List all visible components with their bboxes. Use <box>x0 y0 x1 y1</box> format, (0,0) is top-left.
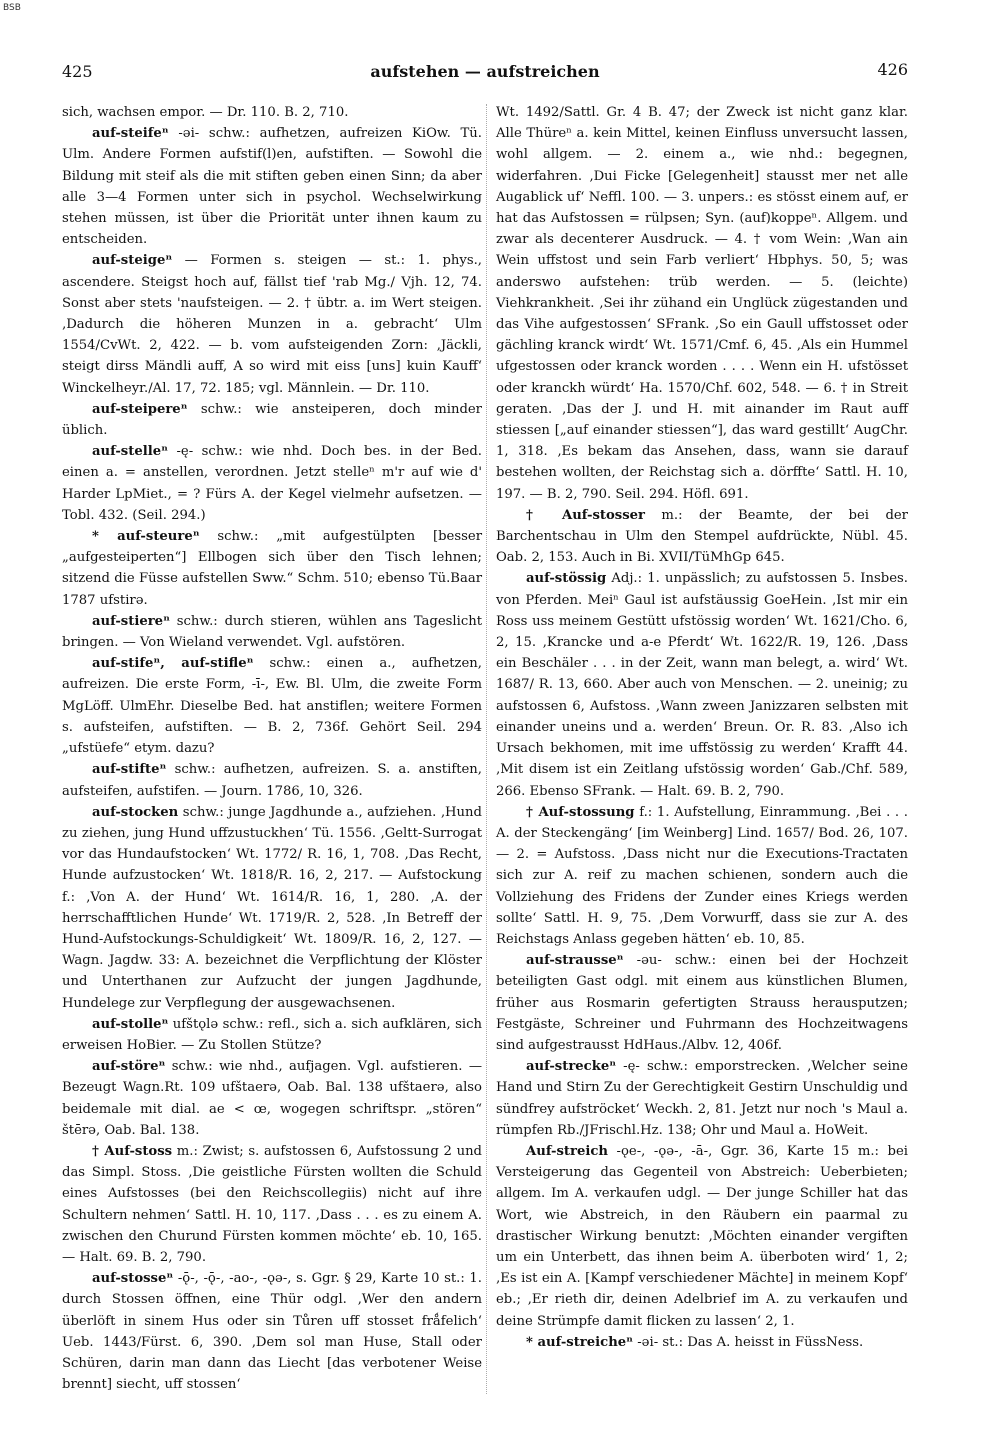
entry-headword: auf-stössig <box>526 571 607 587</box>
dictionary-entry <box>62 526 482 611</box>
entry-headword: auf-steifeⁿ <box>92 126 169 142</box>
dictionary-entry <box>496 950 908 1056</box>
dictionary-entry <box>496 505 908 569</box>
dictionary-entry <box>62 399 482 441</box>
entry-headword: auf-steipereⁿ <box>92 401 188 417</box>
dictionary-entry <box>496 1332 908 1353</box>
dictionary-entry <box>62 1056 482 1141</box>
entry-headword: auf-stolleⁿ <box>92 1016 169 1032</box>
dictionary-entry <box>496 1056 908 1141</box>
entry-headword: auf-steigeⁿ <box>92 253 173 269</box>
right-column <box>496 102 908 1353</box>
entry-text: schw.: einen a., aufhetzen, aufreizen. Die erste Form, -ī-, Ew. Bl. Ulm, die zweite Form MgLöff. UlmEhr. Dieselbe Bed. hat anstiflen; weitere Formen s. aufsteifen, aufstiften. — B. 2, 736f. Gehört Seil. 294 „ufstüefe“ etym. dazu? <box>62 656 482 757</box>
dictionary-entry <box>496 802 908 950</box>
entry-text: -əi- st.: Das A. heisst in FüssNess. <box>637 1334 864 1350</box>
entry-headword: auf-stelleⁿ <box>92 444 168 460</box>
entry-text: schw.: junge Jagdhunde a., aufziehen. ‚Hund zu ziehen, jung Hund uffzustuckhen‘ Tü. 1556. ‚Geltt-Surrogat vor das Hundaufstocken‘ Wt. 1772/ R. 16, 1, 708. ‚Das Recht, Hunde aufzustocken‘ Wt. 1818/R. 16, 2, 217. — Aufstockung f.: ‚Von A. der Hund‘ Wt. 1614/R. 16, 1, 280. ‚A. der herrschafftlichen Hunde‘ Wt. 1719/R. 2, 528. ‚In Betreff der Hund-Aufstockungs-Schuldigkeit‘ Wt. 1809/R. 16, 2, 127. — Wagn. Jagdw. 33: A. bezeichnet die Verpflichtung der Klöster und Unterthanen zur Aufzucht der jungen Jagdhunde, Hundelege zur Verpflegung der ausgewachsenen. <box>62 804 482 1011</box>
entry-text: -ǭ-, -ǭ-, -ao-, -ǫə-, s. Ggr. § 29, Karte 10 st.: 1. durch Stossen öffnen, eine Thür odgl. ‚Wer den andern überlöft in sinem Hus oder sin Tůren uff stosset frǻfelich‘ Ueb. 1443/Fürst. 6, 390. ‚Dem sol man Huse, Stall oder Schüren, darin man dann das Liecht [das verbotener Weise brennt] siecht, uff stossen‘ <box>62 1271 482 1393</box>
entry-headword: auf-streckeⁿ <box>526 1059 617 1075</box>
entry-text: schw.: aufhetzen, aufreizen. S. a. anstiften, aufsteifen, aufstifen. — Journ. 1786, 10, 326. <box>62 762 482 799</box>
entry-text: Wt. 1492/Sattl. Gr. 4 B. 47; der Zweck ist nicht ganz klar. Alle Thüreⁿ a. kein Mittel, keinen Einfluss unversucht lassen, wohl allgem. — 2. einem a., wie nhd.: begegnen, widerfahren. ‚Dui Ficke [Gelegenheit] stausst mer net alle Augablick uf‘ Neffl. 100. — 3. unpers.: es stösst einem auf, er hat das Aufstossen = rülpsen; Syn. (auf)koppeⁿ. Allgem. und zwar als decenterer Ausdruck. — 4. † vom Wein: ‚Wan ain Wein uffstost und sein Farb verliert‘ Hbphys. 50, 5; was anderswo aufstehen: trüb werden. — 5. (leichte) Viehkrankheit. ‚Sei ihr zühand ein Unglück zügestanden und das Vihe aufgestossen‘ SFrank. ‚So ein Gaull uffstosset oder gächling kranck wirdt‘ Wt. 1571/Cmf. 6, 45. ‚Als ein Hummel ufgestossen oder kranck worden . . . . Wenn ein H. ufstösset oder kranckh würdt‘ Ha. 1570/Chf. 602, 548. — 6. † in Streit geraten. ‚Das der J. und H. mit ainander im Raut auff stiessen [„auf einander stiessen“], das ward gestillt‘ AugChr. 1, 318. ‚Es bekam das Ansehen, dass, wann sie darauf bestehen wollten, der Reichstag sich a. dörffte‘ Sattl. H. 10, 197. — B. 2, 790. Seil. 294. Höfl. 691. <box>496 105 908 502</box>
dictionary-entry <box>62 123 482 250</box>
column-divider <box>486 104 488 1394</box>
entry-headword: auf-störeⁿ <box>92 1059 166 1075</box>
entry-headword: auf-stiereⁿ <box>92 613 170 629</box>
entry-text: schw.: wie nhd., aufjagen. Vgl. aufstieren. — Bezeugt Wagn.Rt. 109 ufštaerə, Oab. Bal. 138 ufštaerə, also beidemale mit dial. ae < œ, wogegen schriftspr. „stören“ štērə, Oab. Bal. 138. <box>62 1059 483 1138</box>
dictionary-entry <box>62 1268 482 1395</box>
entry-text: Adj.: 1. unpässlich; zu aufstossen 5. Insbes. von Pferden. Meiⁿ Gaul ist aufstäussig GoeHein. ‚Ist mir ein Ross uss meinem Gestütt ufstössig worden‘ Wt. 1621/Cho. 6, 2, 15. ‚Krancke und a-e Pferdt‘ Wt. 1622/R. 19, 126. ‚Dass ein Beschäler . . . in der Zeit, wann man belegt, a. wird‘ Wt. 1687/ R. 13, 660. Aber auch von Menschen. — 2. uneinig; zu aufstossen 6, Aufstoss. ‚Wann zween Janizzaren selbsten mit einander uneins und a. werden‘ Breun. Or. R. 83. ‚Also ich Ursach bekhomen, mit ime uffstössig zu werden‘ Krafft 44. ‚Mit disem ist ein Zeitlang ufstössig worden‘ Gab./Chf. 589, 266. Ebenso SFrank. — Halt. 69. B. 2, 790. <box>496 571 908 799</box>
entry-text: -ǫe-, -ǫə-, -ā-, Ggr. 36, Karte 15 m.: bei Versteigerung das Gegenteil von Abstreich: Ueberbieten; allgem. Im A. verkaufen udgl. — Der junge Schiller hat das Wort, wie Abstreich, in den Räubern ein paarmal zu drastischer Wirkung benutzt: ‚Möchten einander vergiften um ein Unterbett, das ihnen beim A. überboten wird‘ 1, 2; ‚Es ist ein A. [Kampf verschiedener Mächte] in meinem Kopf‘ eb.; ‚Er rieth dir, deinen Adelbrief im A. zu verkaufen und deine Strümpfe damit flicken zu lassen‘ 2, 1. <box>496 1143 908 1329</box>
page-number-right: 426 <box>877 60 908 79</box>
entry-text: -ę- schw.: wie nhd. Doch bes. in der Bed. einen a. = anstellen, verordnen. Jetzt stelleⁿ m'r auf wie d' Harder LpMiet., = ? Fürs A. der Kegel vielmehr aufsetzen. — Tobl. 432. (Seil. 294.) <box>62 444 482 523</box>
entry-text: -əu- schw.: einen bei der Hochzeit beteiligten Gast odgl. mit einem aus künstlichen Blumen, früher aus Rosmarin gefertigten Strauss herausputzen; Festgäste, Schreiner und Fuhrmann des Hochzeitwagens sind aufgestrausst HdHaus./Albv. 12, 406f. <box>496 953 908 1053</box>
dictionary-entry <box>62 250 482 398</box>
dictionary-entry <box>62 611 482 653</box>
entry-headword: † Auf-stoss <box>92 1143 173 1159</box>
entry-headword: auf-strausseⁿ <box>526 953 624 969</box>
dictionary-entry <box>62 1141 482 1268</box>
dictionary-entry <box>496 568 908 801</box>
entry-continuation <box>62 102 482 123</box>
running-title: aufstehen — aufstreichen <box>370 62 600 81</box>
entry-text: sich, wachsen empor. — Dr. 110. B. 2, 710. <box>62 105 349 120</box>
entry-text: m.: Zwist; s. aufstossen 6, Aufstossung 2 und das Simpl. Stoss. ‚Die geistliche Fürsten wollten die Schuld eines Aufstosses (bei den Reichscollegiis) nicht auf ihre Schultern nehmen‘ Sattl. H. 10, 117. ‚Dass . . . es zu einem A. zwischen den Churund Fürsten kommen möchte‘ eb. 10, 165. — Halt. 69. B. 2, 790. <box>62 1143 483 1265</box>
entry-text: schw.: durch stieren, wühlen ans Tageslicht bringen. — Von Wieland verwendet. Vgl. aufstören. <box>62 613 482 651</box>
dictionary-entry <box>62 441 482 526</box>
dictionary-entry <box>496 1141 908 1332</box>
dictionary-entry <box>62 802 482 1014</box>
left-column <box>62 102 482 1395</box>
dictionary-entry <box>62 1014 482 1056</box>
entry-text: -ę- schw.: emporstrecken. ‚Welcher seine Hand und Stirn Zu der Gerechtigkeit Gestirn Unschuldig und sündfrey aufströcket‘ Weckh. 2, 81. Jetzt nur noch 's Maul a. rümpfen Rb./JFrischl.Hz. 138; Ohr und Maul a. HoWeit. <box>496 1059 908 1138</box>
entry-text: f.: 1. Aufstellung, Einrammung. ‚Bei . . . A. der Steckengäng‘ [im Weinberg] Lind. 1657/ Bod. 26, 107. — 2. = Aufstoss. ‚Dass nicht nur die Executions-Tractaten sich zur A. reif zu machen schienen, sondern auch die Vollziehung des Fridens der Zunder eines Kriegs werden sollte‘ Sattl. H. 9, 75. ‚Dem Vorwurff, dass sie zur A. des Reichstags Anlass gegeben hätten‘ eb. 10, 85. <box>496 804 908 947</box>
dictionary-entry <box>62 653 482 759</box>
entry-continuation <box>496 102 908 505</box>
entry-text: schw.: „mit aufgestülpten [besser „aufgesteiperten“] Ellbogen sich über den Tisch lehnen; sitzend die Füsse aufstellen Sww.“ Schm. 510; ebenso Tü.Baar 1787 ufstirə. <box>62 529 482 608</box>
entry-text: — Formen s. steigen — st.: 1. phys., ascendere. Steigst hoch auf, fällst tief 'rab Mg./ Vjh. 12, 74. Sonst aber stets 'naufsteigen. — 2. † übtr. a. im Wert steigen. ‚Dadurch die höheren Munzen in a. gebracht‘ Ulm 1554/CvWt. 2, 422. — b. vom aufsteigenden Zorn: ‚Jäckli, steigt dirss Mändli auff, A so wird mit eiss [uns] kuin Kauff‘ Winckelheyr./Al. 17, 72. 185; vgl. Männlein. — Dr. 110. <box>62 253 482 396</box>
entry-headword: * auf-streicheⁿ <box>526 1334 634 1350</box>
entry-text: -əi- schw.: aufhetzen, aufreizen KiOw. Tü. Ulm. Andere Formen aufstif(l)en, aufstiften. — Sowohl die Bildung mit steif als die mit stiften geben einen Sinn; da aber alle 3—4 Formen unter sich in psychol. Wechselwirkung stehen müssen, ist über die Priorität unter ihnen kaum zu entscheiden. <box>62 126 482 248</box>
entry-text: ufštǫlə schw.: refl., sich a. sich aufklären, sich erweisen HoBier. — Zu Stollen Stütze? <box>62 1016 482 1053</box>
entry-text: m.: der Beamte, der bei der Barchentschau in Ulm den Stempel aufdrückte, Nübl. 45. Oab. 2, 153. Auch in Bi. XVII/TüMhGp 645. <box>496 507 908 566</box>
entry-headword: auf-stosseⁿ <box>92 1271 174 1287</box>
dictionary-entry <box>62 759 482 801</box>
entry-headword: † Auf-stosser <box>526 507 645 523</box>
entry-headword: * auf-steureⁿ <box>92 529 200 545</box>
entry-headword: † Auf-stossung <box>526 804 635 820</box>
entry-headword: Auf-streich <box>526 1143 608 1159</box>
page-number-left: 425 <box>62 62 93 81</box>
page-header <box>62 60 908 84</box>
entry-headword: auf-stifteⁿ <box>92 762 167 778</box>
library-stamp: BSB <box>3 3 21 13</box>
entry-headword: auf-stifeⁿ, auf-stifleⁿ <box>92 656 254 672</box>
entry-headword: auf-stocken <box>92 804 179 820</box>
entry-text: schw.: wie ansteiperen, doch minder üblich. <box>62 401 482 439</box>
